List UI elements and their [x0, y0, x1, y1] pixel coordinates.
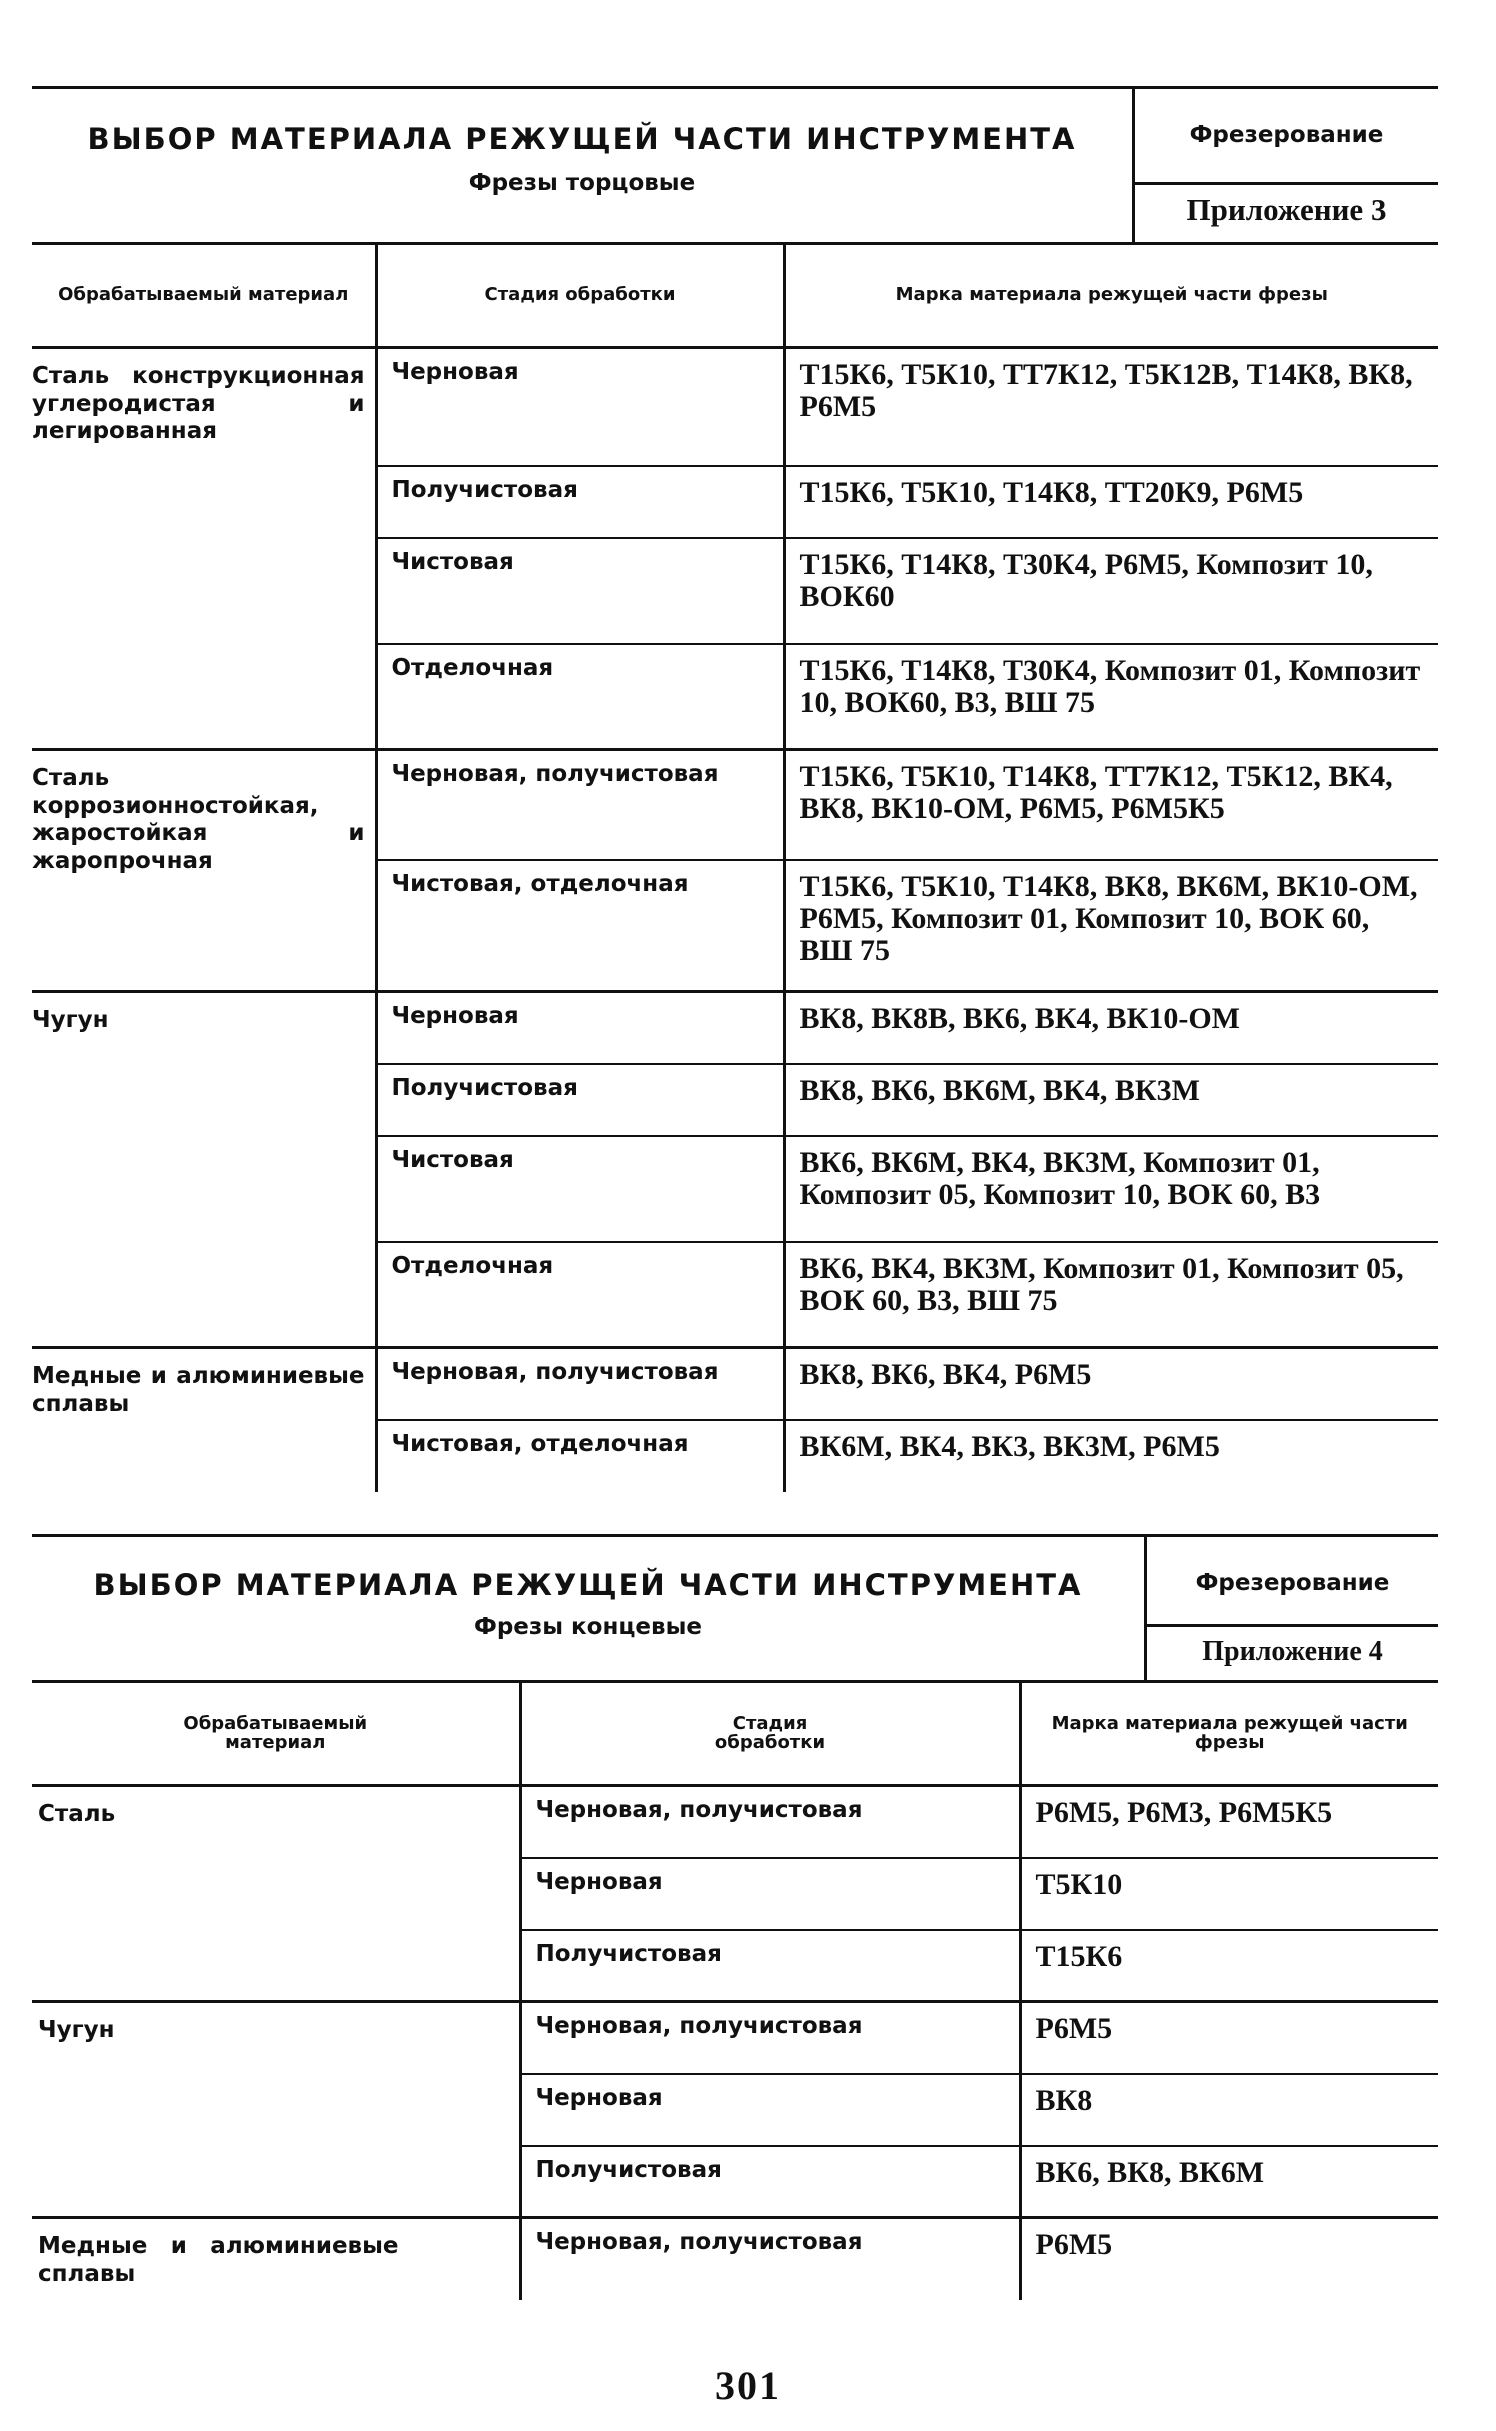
- stage-cell: Получистовая: [376, 1064, 784, 1136]
- material-cell: Медные и алюминиевые сплавы: [32, 1363, 365, 1417]
- appendix-3-header: [32, 86, 1438, 246]
- column-header-stage: Стадия обработки: [520, 1682, 1020, 1786]
- stage-cell: Черновая, получистовая: [520, 2218, 1020, 2300]
- grade-cell: ВК6, ВК8, ВК6М: [1020, 2146, 1438, 2218]
- stage-cell: Отделочная: [376, 644, 784, 750]
- column-header-material: Обрабатываемый материал: [32, 244, 376, 348]
- grade-cell: Т15К6, Т5К10, Т14К8, ТТ20К9, Р6М5: [784, 466, 1438, 538]
- grade-cell: Т15К6, Т5К10, ТТ7К12, Т5К12В, Т14К8, ВК8, Р6М5: [784, 348, 1438, 466]
- stage-cell: Отделочная: [376, 1242, 784, 1348]
- column-header-grade: Марка материала режущей части фрезы: [784, 244, 1438, 348]
- grade-cell: ВК8, ВК6, ВК4, Р6М5: [784, 1348, 1438, 1420]
- grade-cell: Т15К6, Т5К10, Т14К8, ТТ7К12, Т5К12, ВК4, ВК8, ВК10-ОМ, Р6М5, Р6М5К5: [784, 750, 1438, 860]
- grade-cell: ВК8, ВК8В, ВК6, ВК4, ВК10-ОМ: [784, 992, 1438, 1064]
- material-cell: Сталь конструкционная углеродистая и легированная: [32, 348, 376, 750]
- stage-cell: Черновая, получистовая: [520, 2002, 1020, 2074]
- grade-cell: Т5К10: [1020, 1858, 1438, 1930]
- appendix-3-table: [32, 242, 1438, 1492]
- grade-cell: ВК8, ВК6, ВК6М, ВК4, ВК3М: [784, 1064, 1438, 1136]
- stage-cell: Черновая: [376, 348, 784, 466]
- grade-cell: ВК6, ВК6М, ВК4, ВК3М, Композит 01, Композит 05, Композит 10, ВОК 60, В3: [784, 1136, 1438, 1242]
- stage-cell: Черновая, получистовая: [376, 1348, 784, 1420]
- column-header-stage: Стадия обработки: [376, 244, 784, 348]
- stage-cell: Черновая: [376, 992, 784, 1064]
- grade-cell: Р6М5, Р6М3, Р6М5К5: [1020, 1786, 1438, 1858]
- material-cell: Сталь коррозионностойкая, жаростойкая и жаропрочная: [32, 750, 376, 992]
- column-header-grade: Марка материала режущей части фрезы: [1020, 1682, 1438, 1786]
- section-label: Фрезерование: [1189, 122, 1384, 148]
- table-title: ВЫБОР МАТЕРИАЛА РЕЖУЩЕЙ ЧАСТИ ИНСТРУМЕНТА: [93, 1568, 1083, 1602]
- stage-cell: Чистовая, отделочная: [376, 1420, 784, 1492]
- material-cell: Медные и алюминиевые сплавы: [38, 2233, 399, 2287]
- appendix-4-section: [32, 1534, 1438, 2334]
- section-label: Фрезерование: [1195, 1570, 1390, 1596]
- grade-cell: Т15К6, Т5К10, Т14К8, ВК8, ВК6М, ВК10-ОМ, Р6М5, Композит 01, Композит 10, ВОК 60, ВШ 75: [784, 860, 1438, 992]
- table-subtitle: Фрезы концевые: [474, 1614, 702, 1640]
- page-number: 301: [715, 2363, 781, 2408]
- stage-cell: Получистовая: [520, 2146, 1020, 2218]
- grade-cell: ВК6М, ВК4, ВК3, ВК3М, Р6М5: [784, 1420, 1438, 1492]
- grade-cell: Р6М5: [1020, 2218, 1438, 2300]
- grade-cell: Т15К6: [1020, 1930, 1438, 2002]
- stage-cell: Чистовая: [376, 1136, 784, 1242]
- table-title: ВЫБОР МАТЕРИАЛА РЕЖУЩЕЙ ЧАСТИ ИНСТРУМЕНТА: [87, 122, 1077, 156]
- stage-cell: Чистовая, отделочная: [376, 860, 784, 992]
- stage-cell: Черновая, получистовая: [376, 750, 784, 860]
- grade-cell: Т15К6, Т14К8, Т30К4, Композит 01, Композит 10, ВОК60, В3, ВШ 75: [784, 644, 1438, 750]
- grade-cell: Т15К6, Т14К8, Т30К4, Р6М5, Композит 10, ВОК60: [784, 538, 1438, 644]
- stage-cell: Черновая: [520, 1858, 1020, 1930]
- stage-cell: Получистовая: [520, 1930, 1020, 2002]
- stage-cell: Черновая: [520, 2074, 1020, 2146]
- appendix-4-header: [32, 1534, 1438, 1684]
- material-cell: Чугун: [32, 2002, 520, 2218]
- material-cell: Сталь: [32, 1786, 520, 2002]
- stage-cell: Получистовая: [376, 466, 784, 538]
- appendix-3-section: [32, 86, 1438, 1506]
- stage-cell: Чистовая: [376, 538, 784, 644]
- table-subtitle: Фрезы торцовые: [468, 170, 696, 196]
- appendix-label: Приложение 3: [1186, 192, 1387, 227]
- appendix-label: Приложение 4: [1202, 1636, 1383, 1667]
- column-header-material: Обрабатываемый материал: [32, 1682, 520, 1786]
- appendix-4-table: [32, 1680, 1438, 2300]
- stage-cell: Черновая, получистовая: [520, 1786, 1020, 1858]
- grade-cell: ВК8: [1020, 2074, 1438, 2146]
- grade-cell: ВК6, ВК4, ВК3М, Композит 01, Композит 05, ВОК 60, В3, ВШ 75: [784, 1242, 1438, 1348]
- grade-cell: Р6М5: [1020, 2002, 1438, 2074]
- material-cell: Чугун: [32, 992, 376, 1348]
